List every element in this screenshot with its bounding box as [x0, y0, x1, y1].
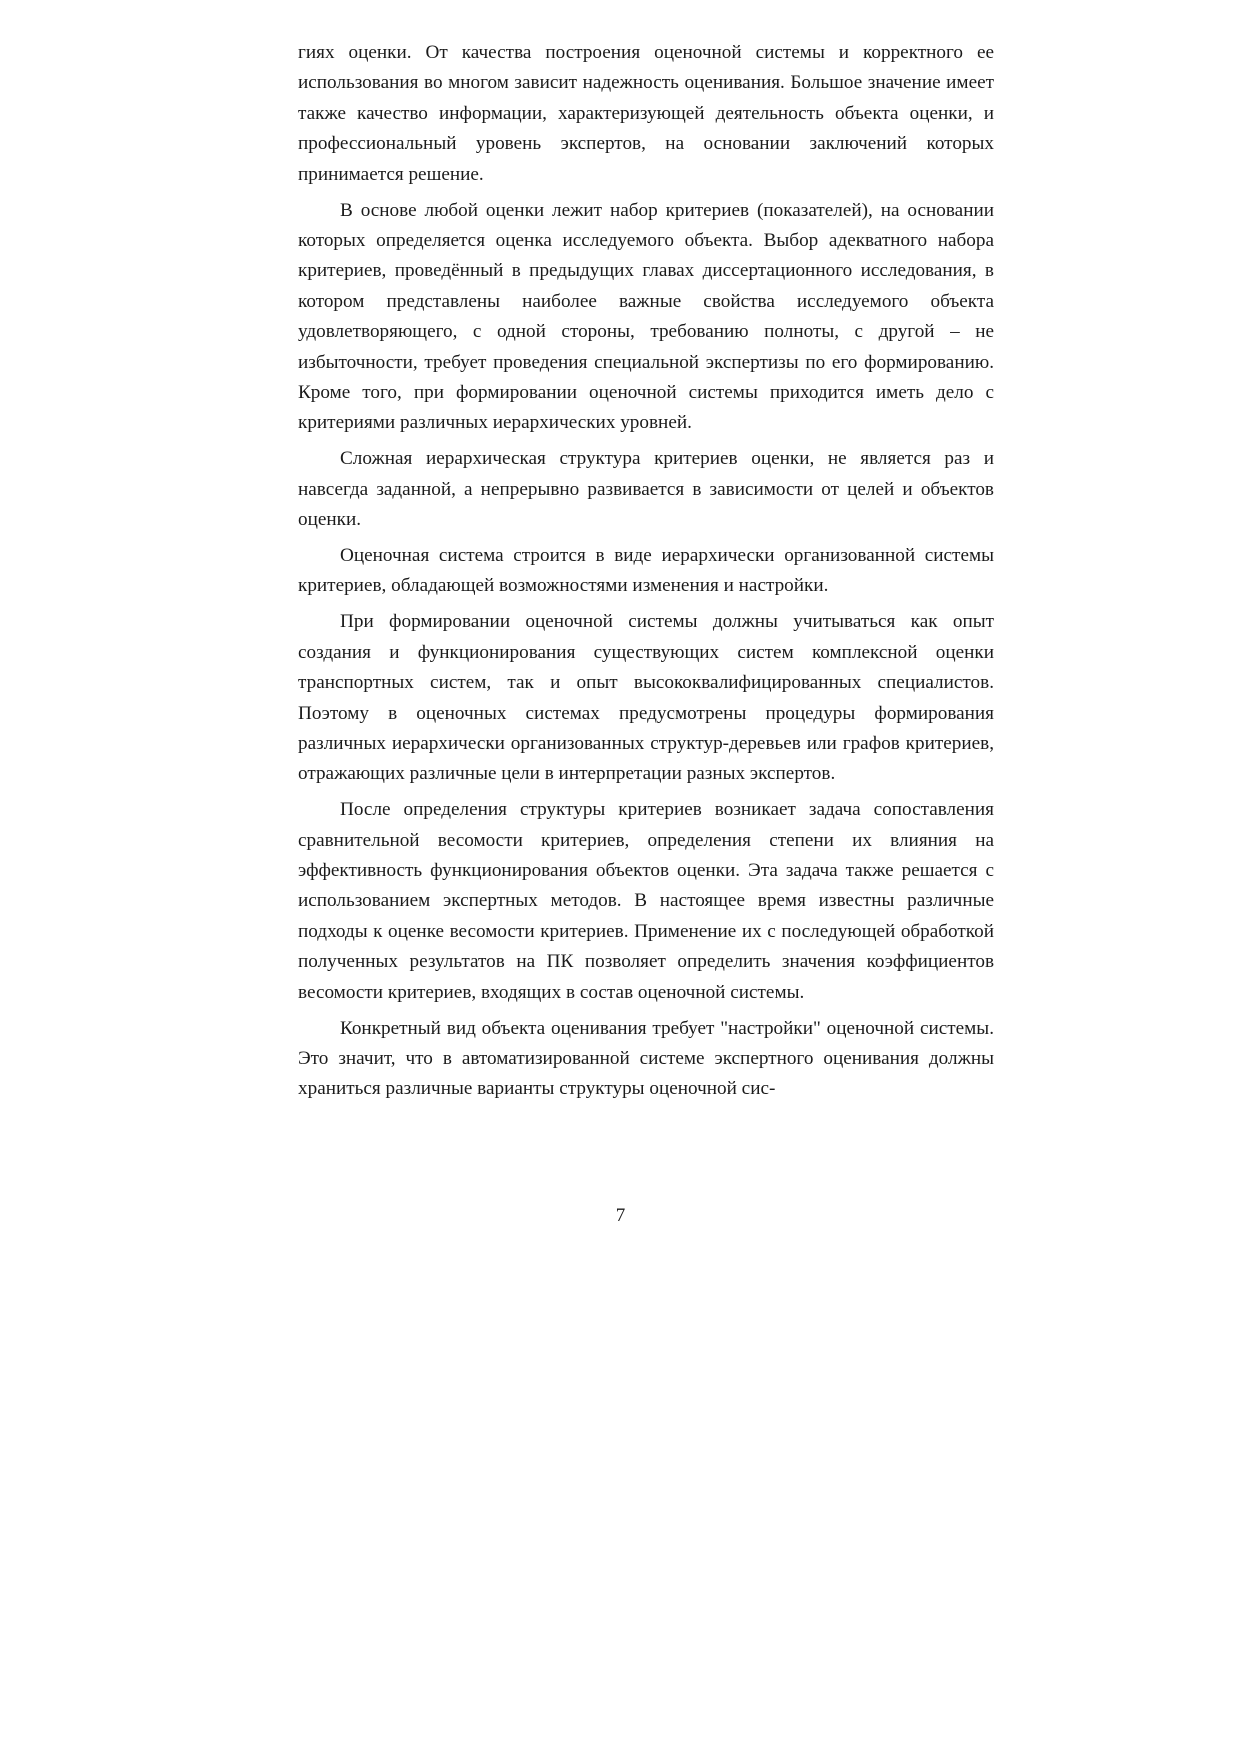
- page-body: [298, 38, 994, 1110]
- paragraph-evaluation-system: Оценочная система строится в виде иерархически организованной системы критериев, обладающей возможностями изменения и настройки.: [298, 545, 994, 597]
- paragraph-criteria-set: В основе любой оценки лежит набор критериев (показателей), на основании которых определяется оценка исследуемого объекта. Выбор адекватного набора критериев, проведённый в предыдущих главах диссертационного исследования, в котором представлены наиболее важные свойства исследуемого объекта удовлетворяющего, с одной стороны, требованию полноты, с другой – не избыточности, требует проведения специальной экспертизы по его формированию. Кроме того, при формировании оценочной системы приходится иметь дело с критериями различных иерархических уровней.: [298, 199, 994, 434]
- paragraph-system-tuning: Конкретный вид объекта оценивания требует "настройки" оценочной системы. Это значит, что в автоматизированной системе экспертного оценивания должны храниться различные варианты структуры оценочной сис-: [298, 1017, 994, 1100]
- paragraph-continuation: гиях оценки. От качества построения оценочной системы и корректного ее использования во многом зависит надежность оценивания. Большое значение имеет также качество информации, характеризующей деятельность объекта оценки, и профессиональный уровень экспертов, на основании заключений которых принимается решение.: [298, 42, 994, 185]
- page-number: 7: [615, 1205, 626, 1226]
- paragraph-criteria-weights: После определения структуры критериев возникает задача сопоставления сравнительной весомости критериев, определения степени их влияния на эффективность функционирования объектов оценки. Эта задача также решается с использованием экспертных методов. В настоящее время известны различные подходы к оценке весомости критериев. Применение их с последующей обработкой полученных результатов на ПК позволяет определить значения коэффициентов весомости критериев, входящих в состав оценочной системы.: [298, 799, 994, 1003]
- paragraph-hierarchical-structure: Сложная иерархическая структура критериев оценки, не является раз и навсегда заданной, а непрерывно развивается в зависимости от целей и объектов оценки.: [298, 448, 994, 531]
- paragraph-system-formation: При формировании оценочной системы должны учитываться как опыт создания и функционирования существующих систем комплексной оценки транспортных систем, так и опыт высококвалифицированных специалистов. Поэтому в оценочных системах предусмотрены процедуры формирования различных иерархически организованных структур-деревьев или графов критериев, отражающих различные цели в интерпретации разных экспертов.: [298, 611, 994, 785]
